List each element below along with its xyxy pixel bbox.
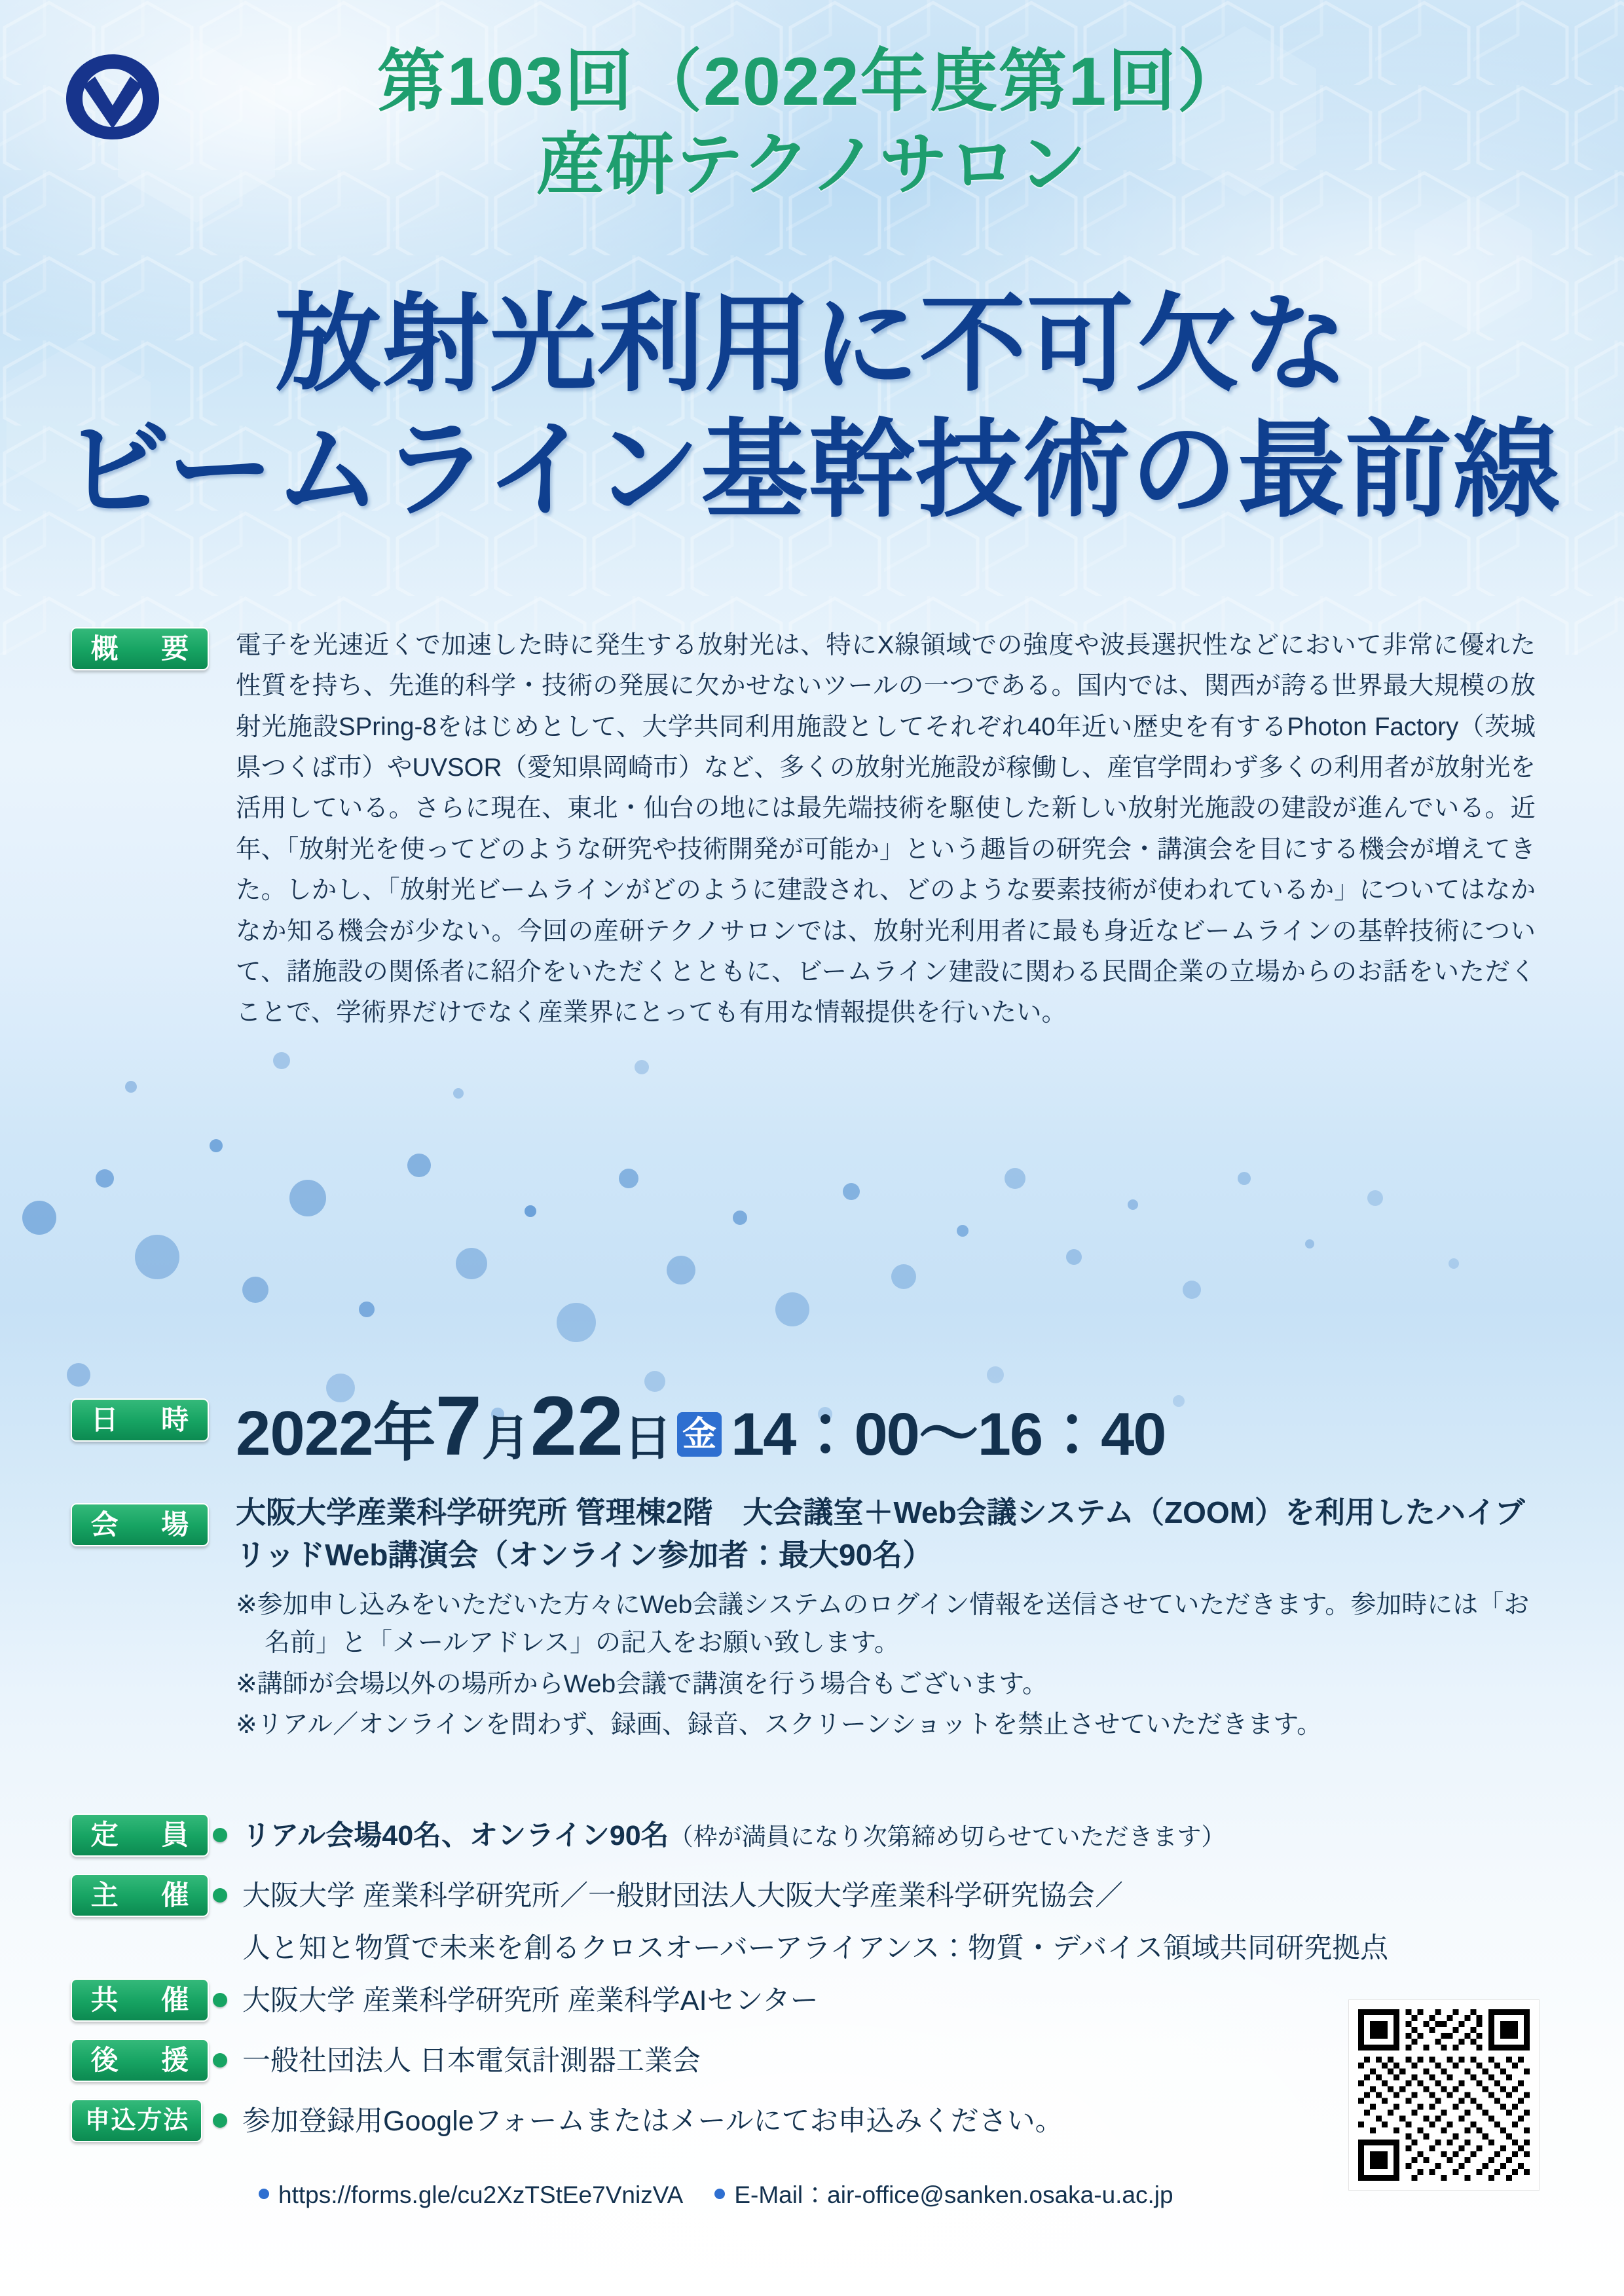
series-title-line1: 第103回（2022年度第1回） [377,44,1247,120]
capacity-note: （枠が満員になり次第締め切らせていただきます） [669,1823,1226,1850]
support-label: 後 援 [71,2039,209,2082]
datetime-day-unit: 日 [623,1411,673,1465]
bullet-icon [213,1993,227,2007]
datetime-dayofweek-badge: 金 [677,1412,722,1457]
organizer-label: 主 催 [71,1874,209,1917]
email-label: E-Mail： [734,2181,828,2208]
contact-links [259,2175,1173,2210]
series-title [0,41,1624,207]
capacity-label: 定 員 [71,1813,209,1857]
qr-code[interactable] [1349,2000,1539,2190]
bullet-icon [714,2189,725,2199]
datetime-month-unit: 月 [481,1411,530,1465]
venue-notes [236,1586,1552,1745]
capacity-bold: リアル会場40名、オンライン90名 [242,1820,669,1851]
organizer-value [242,1876,1559,1969]
venue-note-3: ※リアル／オンラインを問わず、録画、録音、スクリーンショットを禁止させていただきます。 [236,1711,1323,1740]
organizer-line2: 人と知と物質で未来を創るクロスオーバーアライアンス：物質・デバイス領域共同研究拠点 [242,1932,1389,1964]
particle-decoration [0,982,1624,1571]
apply-label: 申込方法 [71,2099,202,2142]
summary-text: 電子を光速近くで加速した時に発生する放射光は、特にX線領域での強度や波長選択性などにおいて非常に優れた性質を持ち、先進的科学・技術の発展に欠かせないツールの一つである。国内では、関西が誇る世界最大規模の放射光施設SPring-8をはじめとして、大学共同利用施設としてそれぞれ40年近い歴史を有するPhoton Factory（茨城県つくば市）やUVSOR（愛知県岡崎市）など、多くの放射光施設が稼働し、産官学問わず多くの利用者が放射光を活用している。さらに現在、東北・仙台の地には最先端技術を駆使した新しい放射光施設の建設が進んでいる。近年、「放射光を使ってどのような研究や技術開発が可能か」という趣旨の研究会・講演会を目にする機会が増えてきた。しかし、「放射光ビームラインがどのように建設され、どのような要素技術が使われているか」についてはなかなか知る機会が少ない。今回の産研テクノサロンでは、放射光利用者に最も身近なビームラインの基幹技術について、諸施設の関係者に紹介をいただくとともに、ビームライン建設に関わる民間企業の立場からのお話をいただくことで、学術界だけでなく産業界にとっても有用な情報提供を行いたい。 [236,631,1536,1027]
apply-value [242,2102,1290,2142]
capacity-value [242,1816,1552,1857]
datetime-time: 14：00〜16：40 [731,1401,1166,1468]
datetime-year: 2022年 [236,1398,435,1468]
contact-email-link[interactable]: air-office@sanken.osaka-u.ac.jp [827,2181,1173,2208]
support-value [242,2041,1290,2082]
registration-form-link[interactable]: https://forms.gle/cu2XzTStEe7VnizVA [278,2181,684,2208]
support-text: 一般社団法人 日本電気計測器工業会 [242,2045,701,2077]
bullet-icon [259,2189,269,2199]
qr-code-icon [1358,2009,1530,2181]
venue-note-1: ※参加申し込みをいただいた方々にWeb会議システムのログイン情報を送信させていただきます。参加時には「お名前」と「メールアドレス」の記入をお願い致します。 [236,1590,1530,1658]
bullet-icon [213,1828,227,1842]
page-title [0,282,1624,534]
cohost-text: 大阪大学 産業科学研究所 産業科学AIセンター [242,1985,819,2016]
datetime-month: 7 [435,1379,482,1473]
page-title-line2: ビームライン基幹技術の最前線 [64,410,1560,530]
datetime-value [236,1378,1165,1474]
datetime-label: 日 時 [71,1398,209,1442]
venue-main: 大阪大学産業科学研究所 管理棟2階 大会議室＋Web会議システム（ZOOM）を利用したハイブリッドWeb講演会（オンライン参加者：最大90名） [236,1495,1525,1573]
series-title-line2: 産研テクノサロン [536,126,1088,203]
cohost-label: 共 催 [71,1978,209,2022]
cohost-value [242,1981,1290,2022]
bullet-icon [213,1888,227,1903]
apply-text: 参加登録用Googleフォームまたはメールにてお申込みください。 [242,2105,1063,2137]
bullet-icon [213,2053,227,2068]
bullet-icon [213,2113,227,2128]
summary-label: 概 要 [71,627,209,670]
venue-block [236,1491,1552,1747]
datetime-day: 22 [530,1379,624,1473]
page-title-line1: 放射光利用に不可欠な [274,284,1349,404]
organizer-line1: 大阪大学 産業科学研究所／一般財団法人大阪大学産業科学研究協会／ [242,1880,1123,1912]
venue-note-2: ※講師が会場以外の場所からWeb会議で講演を行う場合もございます。 [236,1669,1048,1698]
venue-label: 会 場 [71,1503,209,1546]
